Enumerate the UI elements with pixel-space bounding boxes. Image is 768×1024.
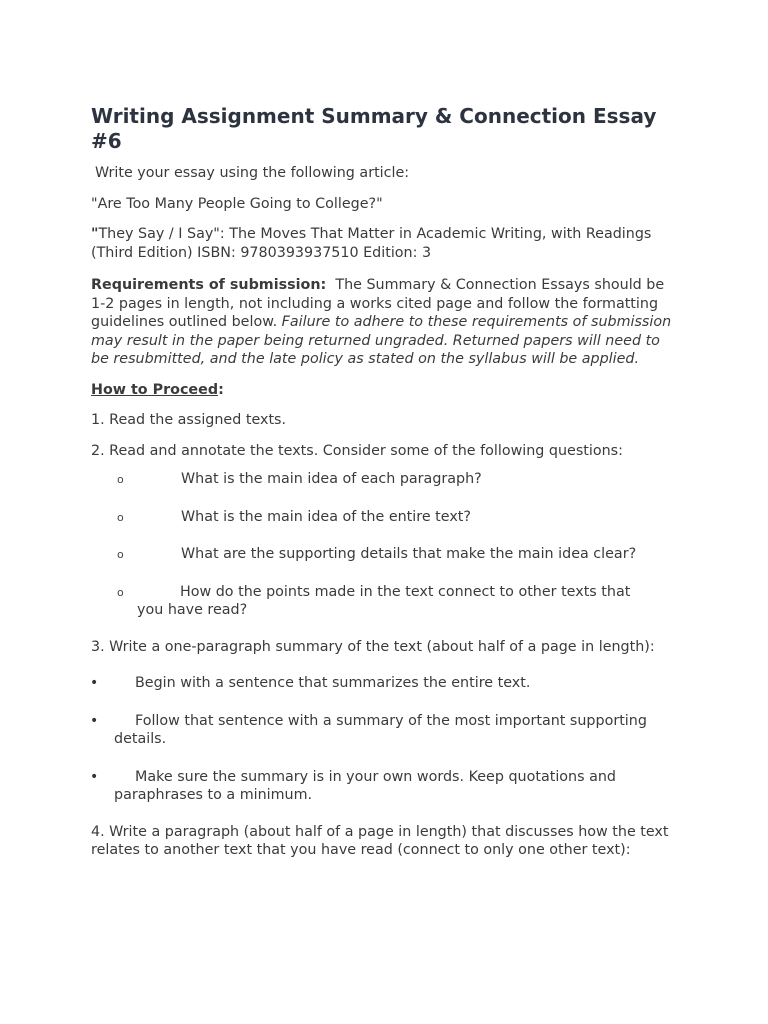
summary-text: Make sure the summary is in your own words. Keep quotations and [135,768,616,785]
step-2: 2. Read and annotate the texts. Consider some of the following questions: [91,442,623,459]
question-text: What are the supporting details that make the main idea clear? [181,546,637,562]
book-open-quote: " [91,226,99,242]
book-citation-text: They Say / I Say": The Moves That Matter in Academic Writing, with Readings (Third Edition) ISBN: 9780393937510 Edition: 3 [91,226,652,261]
question-text: What is the main idea of the entire text? [181,508,471,525]
circle-bullet-icon: o [117,548,124,561]
summary-text-continued: paraphrases to a minimum. [114,787,313,803]
summary-text: Begin with a sentence that summarizes the entire text. [135,675,531,691]
question-item [91,545,678,564]
summary-item [91,712,678,749]
how-to-heading [91,381,678,400]
question-item [91,470,678,489]
question-text: What is the main idea of each paragraph? [181,471,482,487]
summary-list [91,674,678,805]
summary-text: Follow that sentence with a summary of the most important supporting [135,712,647,729]
summary-text-continued: details. [114,731,167,747]
intro-text: Write your essay using the following article: [95,165,410,181]
step-3: 3. Write a one-paragraph summary of the text (about half of a page in length): [91,638,655,655]
question-text-continued: you have read? [137,602,248,618]
circle-bullet-icon: o [117,510,124,524]
step-4: 4. Write a paragraph (about half of a page in length) that discusses how the text relates to another text that you have read (connect to only one other text): [91,823,669,858]
step-1: 1. Read the assigned texts. [91,412,287,428]
bullet-icon: • [90,675,99,691]
circle-bullet-icon: o [117,585,124,599]
article-title: "Are Too Many People Going to College?" [91,195,383,212]
question-list [91,470,678,620]
how-to-heading-colon: : [218,381,224,398]
requirements-warning: Failure to adhere to these requirements of submission may result in the paper being returned ungraded. Returned papers will need to be resubmitted, and the late policy as stated on the syllabus will be applied. [91,314,672,367]
circle-bullet-icon: o [117,473,124,486]
bullet-icon: • [90,712,99,729]
requirements-label: Requirements of submission: [91,277,327,293]
requirements-paragraph [91,276,678,369]
bullet-icon: • [90,768,99,785]
page-title: Writing Assignment Summary & Connection Essay #6 [91,104,657,153]
requirements-text: The Summary & Connection Essays should be 1-2 pages in length, not including a works cited page and follow the formatting guidelines outlined below. [91,277,665,330]
question-text: How do the points made in the text connect to other texts that [180,583,631,600]
summary-item [91,674,678,693]
book-citation [91,225,678,262]
question-item [91,508,678,527]
summary-item [91,768,678,805]
how-to-heading-text: How to Proceed [91,381,219,398]
question-item [91,583,678,620]
